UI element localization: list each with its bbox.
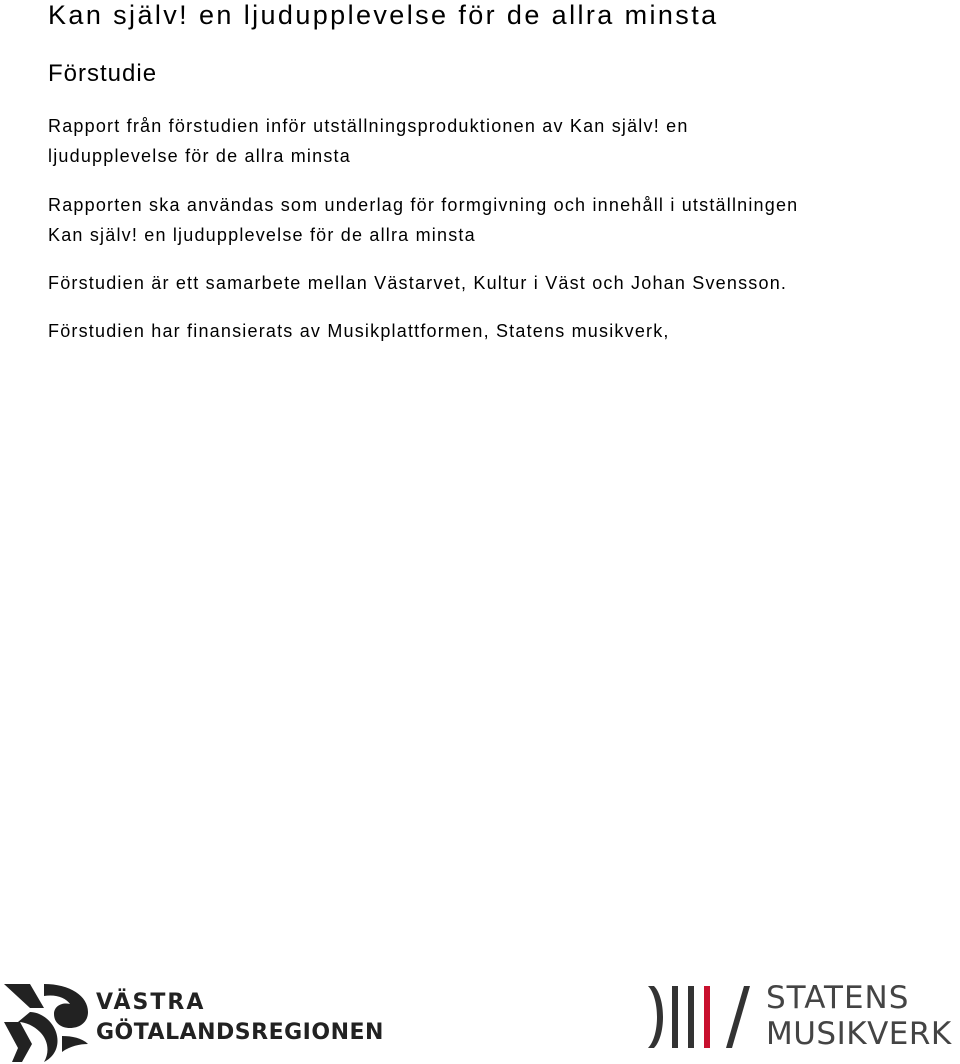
musikverk-emblem-icon xyxy=(640,978,760,1064)
vastra-gotalandsregionen-logo xyxy=(0,978,420,1064)
vgr-logo-line2: GÖTALANDSREGIONEN xyxy=(96,1020,384,1045)
vgr-logo-line1: VÄSTRA xyxy=(96,990,206,1015)
paragraph-funding xyxy=(48,316,670,346)
paragraph-line: Rapport från förstudien inför utställningsproduktionen av Kan själv! en xyxy=(48,116,689,136)
document-title: Kan själv! en ljudupplevelse för de allra minsta xyxy=(48,0,719,30)
paragraph-report-intro xyxy=(48,111,689,171)
musikverk-logo-line2: MUSIKVERK xyxy=(766,1016,952,1052)
paragraph-collaboration xyxy=(48,268,787,298)
paragraph-line: Förstudien är ett samarbete mellan Västarvet, Kultur i Väst och Johan Svensson. xyxy=(48,273,788,293)
paragraph-line: ljudupplevelse för de allra minsta xyxy=(48,146,351,166)
paragraph-report-usage xyxy=(48,190,798,250)
document-subtitle: Förstudie xyxy=(48,60,158,87)
statens-musikverk-logo xyxy=(640,978,960,1064)
paragraph-line: Förstudien har finansierats av Musikplattformen, Statens musikverk, xyxy=(48,321,670,341)
paragraph-line: Rapporten ska användas som underlag för formgivning och innehåll i utställningen xyxy=(48,195,799,215)
paragraph-line: Kan själv! en ljudupplevelse för de allra minsta xyxy=(48,225,476,245)
musikverk-logo-line1: STATENS xyxy=(766,980,910,1016)
vgr-emblem-icon xyxy=(0,978,92,1064)
